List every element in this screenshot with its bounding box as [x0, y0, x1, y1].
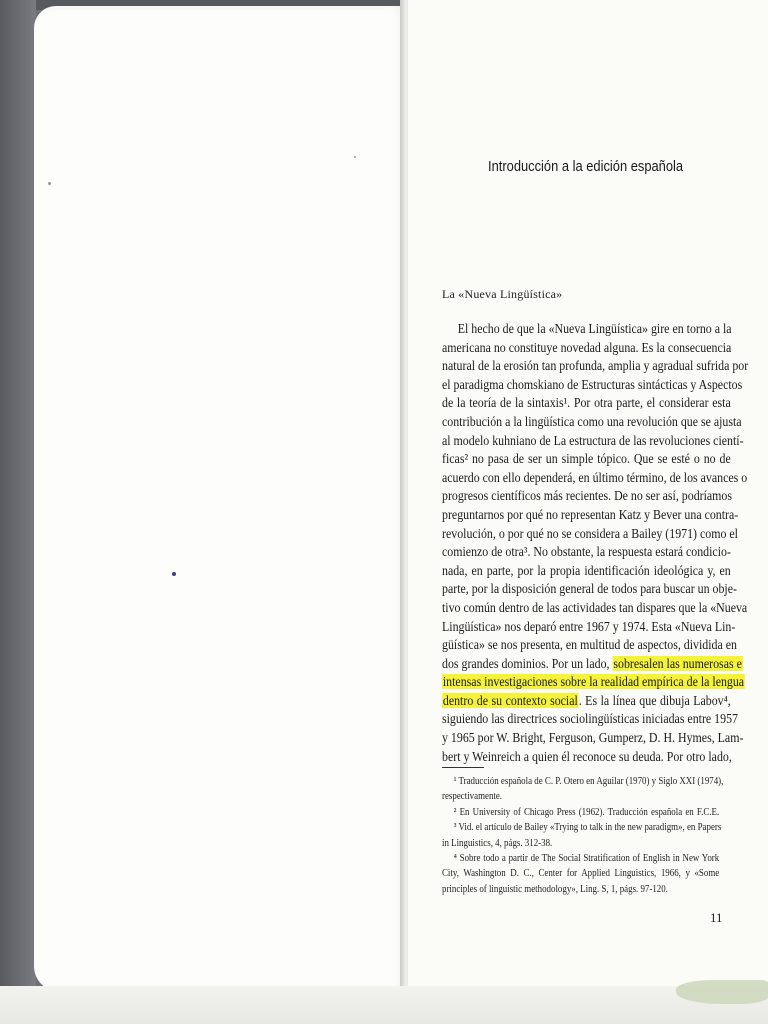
left-blank-page: [34, 6, 406, 992]
footnote-line: ¹ Traducción española de C. P. Otero en Aguilar (1970) y Siglo XXI (1974),: [453, 776, 724, 787]
paper-speck: [48, 182, 51, 185]
body-line: parte, por la disposición general de todos para buscar un obje-: [442, 581, 737, 597]
body-line: de la teoría de la sintaxis¹. Por otra parte, el considerar esta: [442, 395, 731, 411]
scan-artifact: [676, 980, 768, 1004]
footnote-rule: [442, 767, 484, 768]
body-line: natural de la erosión tan profunda, amplia y agradual sufrida por: [442, 358, 749, 374]
scan-background-left: [0, 0, 36, 1024]
body-line: acuerdo con ello dependerá, en último término, de los avances o: [442, 469, 748, 485]
body-line-segment: dos grandes dominios. Por un lado,: [442, 655, 610, 671]
body-line: Lingüística» nos deparó entre 1967 y 1974. Esta «Nueva Lin-: [442, 618, 736, 634]
body-line: nada, en parte, por la propia identificación ideológica y, en: [442, 562, 731, 578]
body-line-highlighted: [442, 655, 742, 674]
footnote-line: ³ Vid. el artículo de Bailey «Trying to talk in the new paradigm», en Papers: [453, 822, 722, 834]
body-line: güística» se nos presenta, en multitud de aspectos, dividida en: [442, 637, 737, 653]
text-highlight: sobresalen las numerosas e: [613, 655, 742, 671]
body-line: y 1965 por W. Bright, Ferguson, Gumperz, D. H. Hymes, Lam-: [442, 730, 744, 746]
body-line: bert y Weinreich a quien él reconoce su deuda. Por otro lado,: [442, 748, 732, 764]
body-line-highlighted: [442, 692, 731, 711]
footnote-line: in Linguistics, 4, págs. 312-38.: [442, 837, 553, 849]
body-line: progresos científicos más recientes. De no ser así, podríamos: [442, 488, 733, 504]
body-line-segment: . Es la línea que dibuja Labov⁴,: [578, 692, 731, 708]
body-line: contribución a la lingüística como una revolución que se ajusta: [442, 413, 742, 429]
footnote-line: ⁴ Sobre todo a partir de The Social Stratification of English in New York: [453, 853, 720, 865]
body-line: americana no constituye novedad alguna. Es la consecuencia: [442, 339, 732, 355]
page-number: 11: [710, 910, 723, 925]
paper-speck: [354, 156, 356, 158]
body-line: El hecho de que la «Nueva Lingüística» gire en torno a la: [457, 321, 732, 336]
body-line: siguiendo las directrices sociolingüísticas iniciadas entre 1957: [442, 711, 738, 727]
footnote-line: respectivamente.: [442, 791, 503, 803]
section-heading: La «Nueva Lingüística»: [442, 287, 563, 301]
page-title: Introducción a la edición española: [488, 158, 684, 175]
paper-speck: [172, 572, 176, 576]
body-text: [442, 320, 749, 766]
body-line: tivo común dentro de las actividades tan dispares que la «Nueva: [442, 599, 748, 615]
footnote-line: principles of linguistic methodology», Ling. S, 1, págs. 97-120.: [442, 883, 668, 895]
footnote-line: City, Washington D. C., Center for Applied Linguistics, 1966, y «Some: [442, 868, 720, 880]
text-highlight: intensas investigaciones sobre la realidad empírica de la lengua: [442, 674, 745, 690]
footnote-line: ² En University of Chicago Press (1962). Traducción española en F.C.E.: [453, 806, 720, 818]
body-line: ficas² no pasa de ser un simple tópico. Que se esté o no de: [442, 451, 731, 467]
body-line: el paradigma chomskiano de Estructuras sintácticas y Aspectos: [442, 376, 743, 392]
body-line-highlighted: [442, 673, 745, 692]
body-line: al modelo kuhniano de La estructura de las revoluciones cientí-: [442, 432, 744, 448]
body-line: preguntarnos por qué no representan Katz y Bever una contra-: [442, 506, 739, 522]
footnotes: [442, 774, 724, 897]
body-line: comienzo de otra³. No obstante, la respuesta estará condicio-: [442, 544, 731, 560]
page-bottom-edge: [0, 986, 768, 1024]
body-line: revolución, o por qué no se considera a Bailey (1971) como el: [442, 525, 738, 541]
text-highlight: dentro de su contexto social: [442, 692, 578, 708]
